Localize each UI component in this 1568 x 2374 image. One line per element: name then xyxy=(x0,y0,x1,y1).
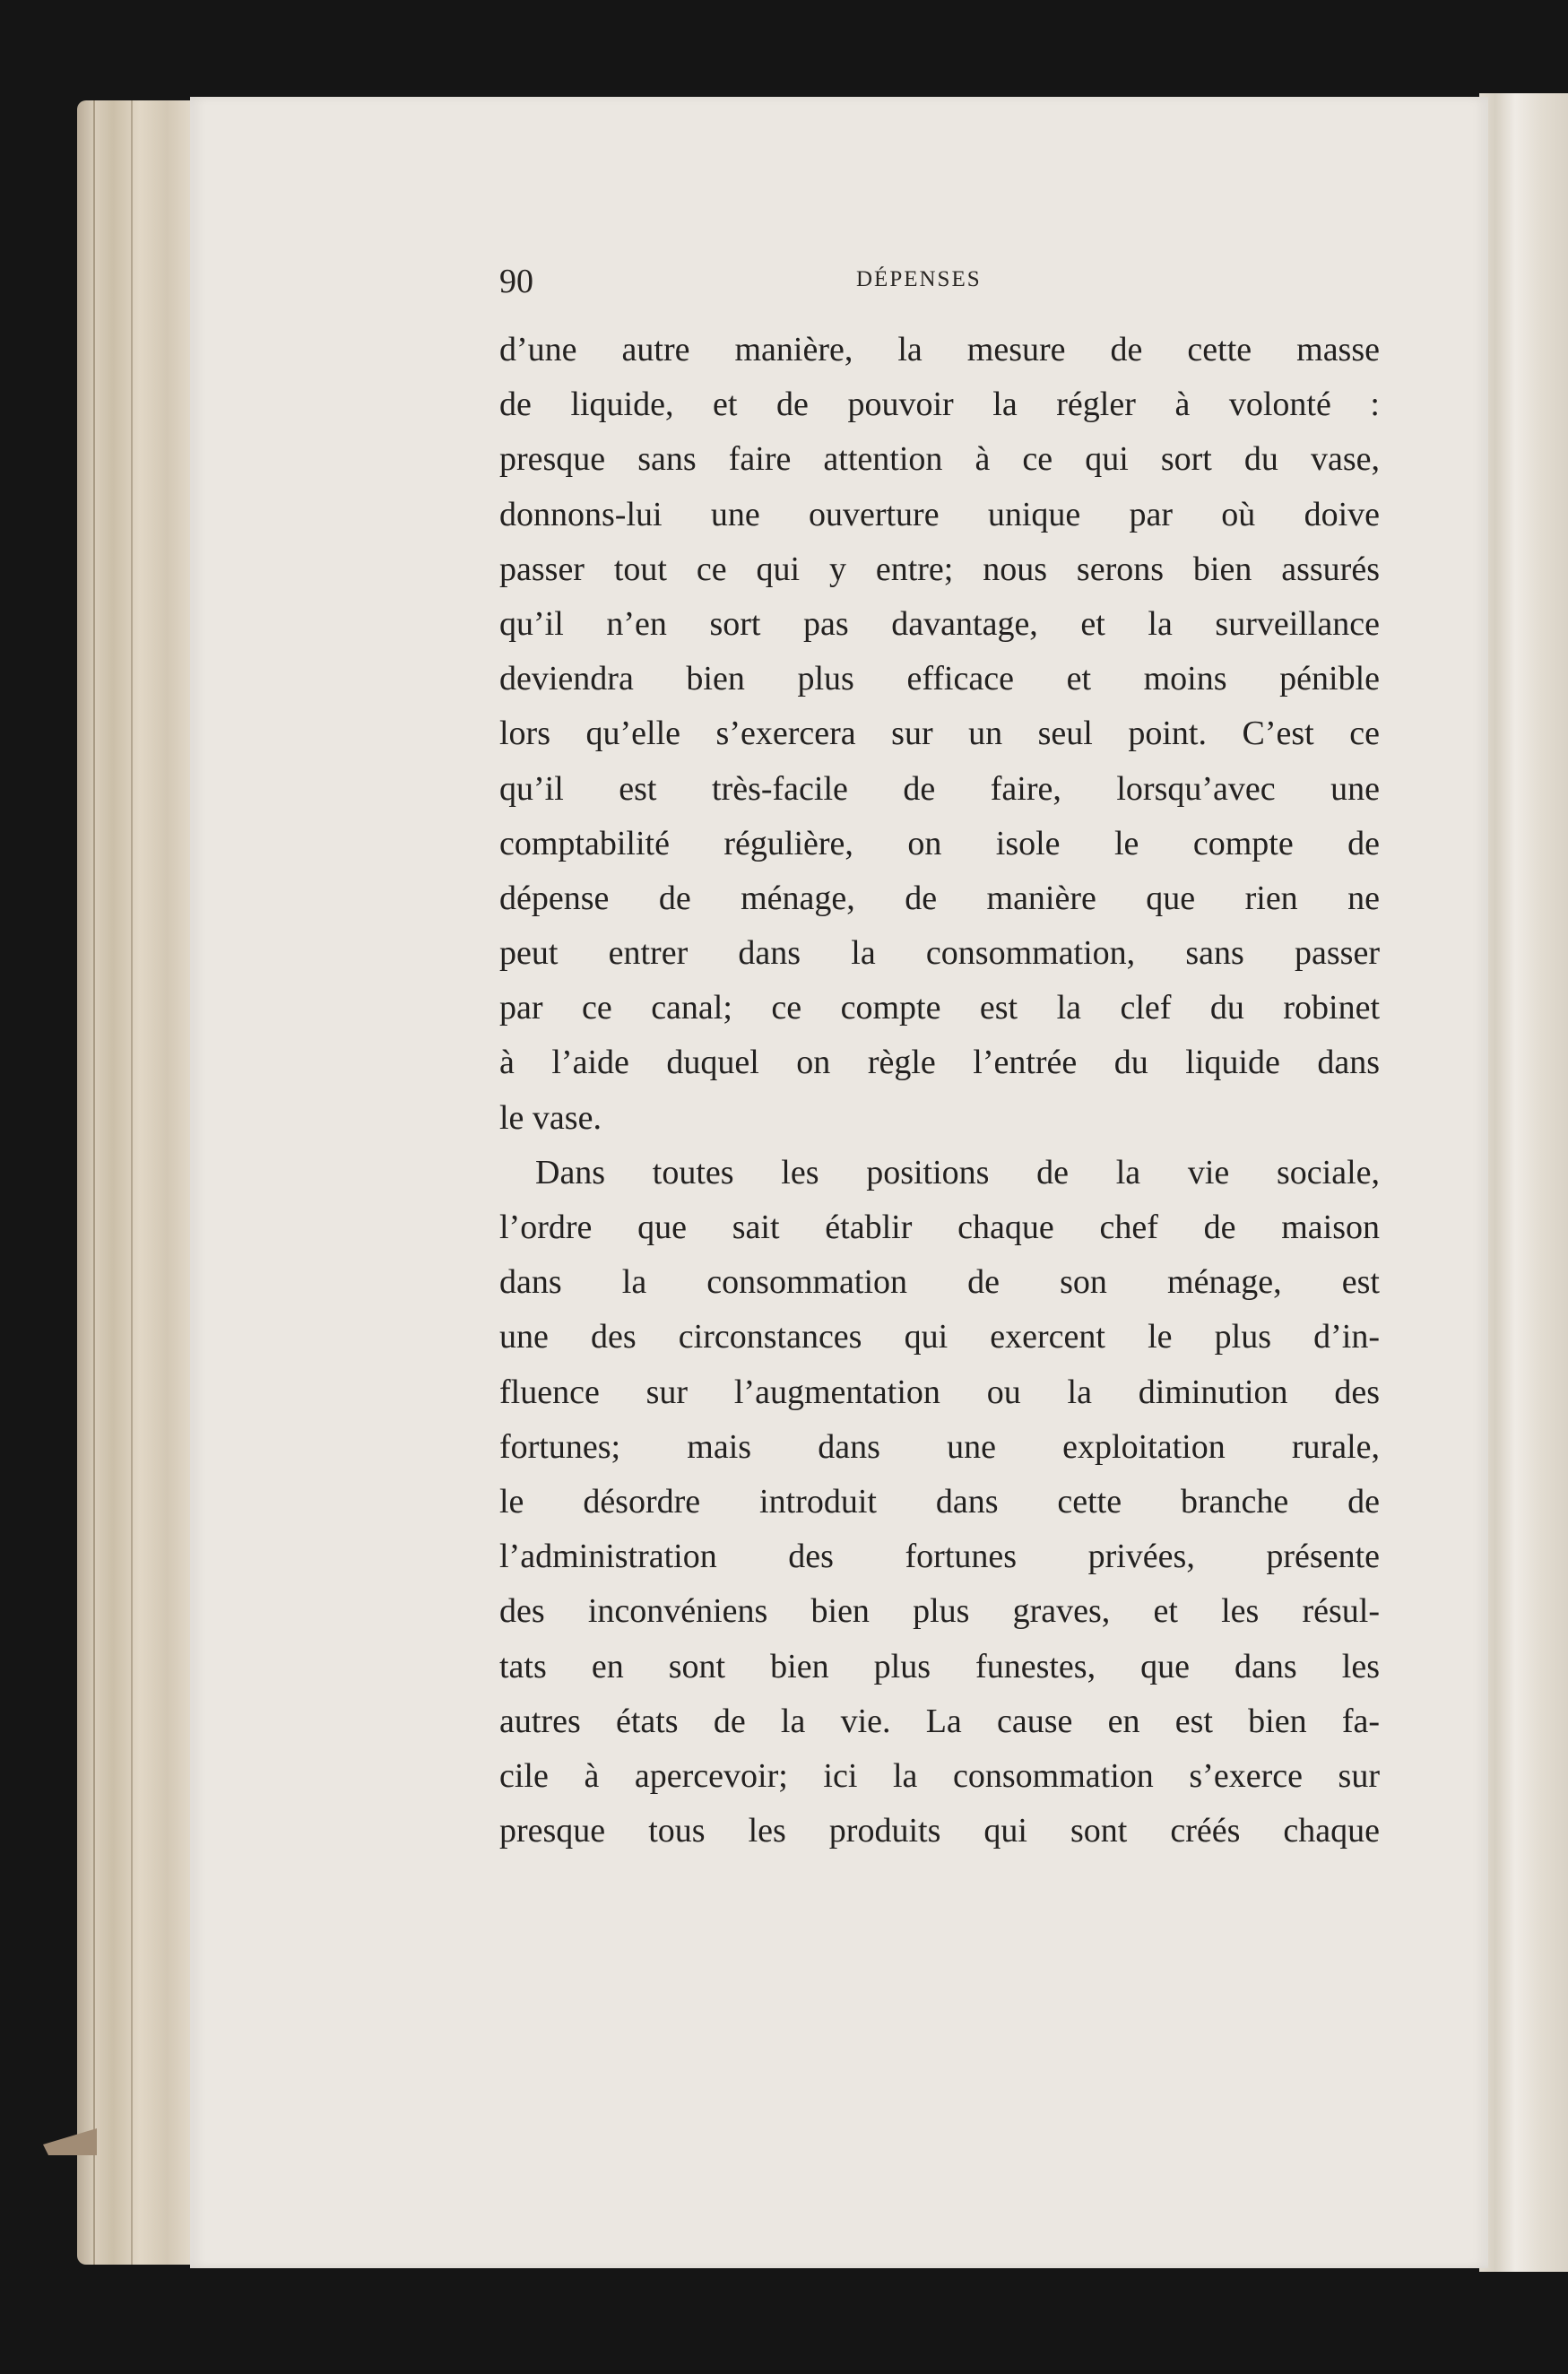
body-text xyxy=(499,323,1380,1858)
paragraph xyxy=(499,1146,1380,1858)
page-edges-right xyxy=(1479,93,1568,2272)
text-line: peut entrer dans la consommation, sans passer xyxy=(499,934,1380,973)
text-line: deviendra bien plus efficace et moins pénible xyxy=(499,660,1380,698)
page-header xyxy=(499,262,1378,307)
running-head: DÉPENSES xyxy=(856,267,982,291)
text-line: qu’il n’en sort pas davantage, et la surveillance xyxy=(499,604,1380,643)
text-line: par ce canal; ce compte est la clef du robinet xyxy=(499,989,1380,1027)
text-line: cile à apercevoir; ici la consommation s’exerce sur xyxy=(499,1756,1380,1795)
text-line: qu’il est très-facile de faire, lorsqu’avec une xyxy=(499,769,1380,808)
text-line: tats en sont bien plus funestes, que dans les xyxy=(499,1647,1380,1685)
text-line: comptabilité régulière, on isole le compte de xyxy=(499,824,1380,862)
text-line: autres états de la vie. La cause en est bien fa- xyxy=(499,1702,1380,1740)
text-line: des inconvéniens bien plus graves, et les résul- xyxy=(499,1592,1380,1631)
text-line: l’ordre que sait établir chaque chef de maison xyxy=(499,1209,1380,1246)
text-line: l’administration des fortunes privées, présente xyxy=(499,1538,1380,1576)
text-line: Dans toutes les positions de la vie sociale, xyxy=(535,1153,1380,1191)
text-line: fortunes; mais dans une exploitation rurale, xyxy=(499,1427,1380,1466)
page-edges-left xyxy=(77,100,203,2265)
text-line: lors qu’elle s’exercera sur un seul point. C’est ce xyxy=(499,715,1380,753)
text-line: d’une autre manière, la mesure de cette masse xyxy=(499,331,1380,368)
text-line: donnons-lui une ouverture unique par où doive xyxy=(499,495,1380,533)
text-line: le vase. xyxy=(499,1098,602,1137)
text-line: dans la consommation de son ménage, est xyxy=(499,1263,1380,1302)
text-line: de liquide, et de pouvoir la régler à volonté : xyxy=(499,386,1380,424)
text-line: dépense de ménage, de manière que rien ne xyxy=(499,879,1380,917)
text-line: le désordre introduit dans cette branche de xyxy=(499,1482,1380,1521)
text-line: à l’aide duquel on règle l’entrée du liquide dans xyxy=(499,1044,1380,1082)
text-line: passer tout ce qui y entre; nous serons bien assurés xyxy=(499,550,1380,588)
page-number: 90 xyxy=(499,263,533,300)
text-line: presque sans faire attention à ce qui sort du vase, xyxy=(499,440,1380,479)
text-line: fluence sur l’augmentation ou la diminution des xyxy=(499,1373,1380,1411)
paragraph xyxy=(499,323,1380,1146)
text-line: presque tous les produits qui sont créés chaque xyxy=(499,1812,1380,1850)
text-line: une des circonstances qui exercent le plus d’in- xyxy=(499,1318,1380,1356)
